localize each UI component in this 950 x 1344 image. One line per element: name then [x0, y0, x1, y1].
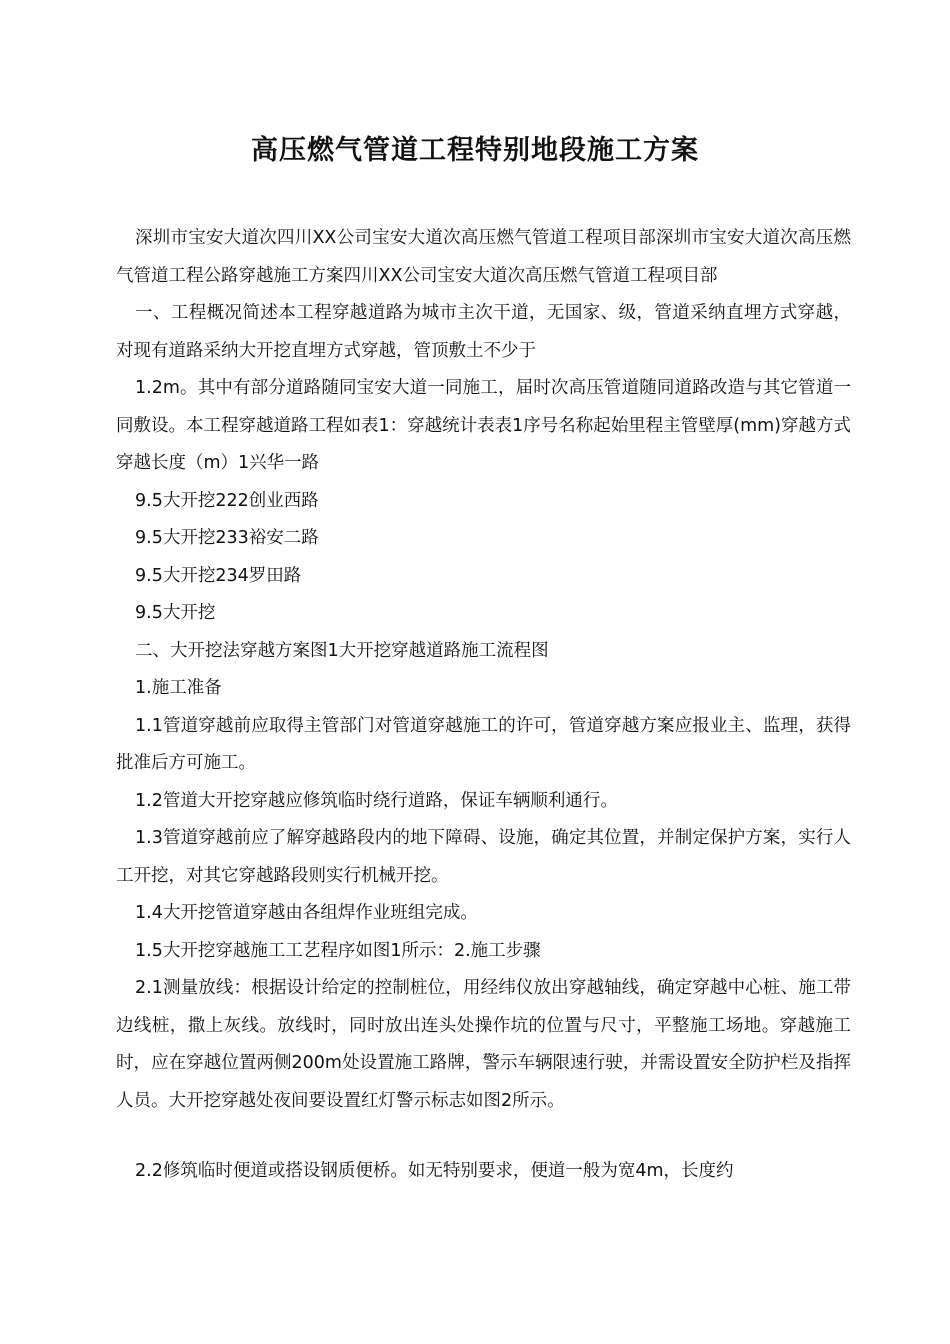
document-title: 高压燃气管道工程特别地段施工方案: [251, 135, 699, 166]
paragraph-2-1: 2.1测量放线：根据设计给定的控制桩位，用经纬仪放出穿越轴线，确定穿越中心桩、施工带边线桩，撒上灰线。放线时，同时放出连头处操作坑的位置与尺寸，平整施工场地。穿越施工时，应在穿越位置两侧200m处设置施工路牌，警示车辆限速行驶，并需设置安全防护栏及指挥人员。大开挖穿越处夜间要设置红灯警示标志如图2所示。: [116, 978, 851, 1111]
paragraph-road-2: 9.5大开挖233裕安二路: [135, 528, 319, 548]
paragraph-road-1: 9.5大开挖222创业西路: [135, 490, 319, 511]
paragraph-1-2: 1.2管道大开挖穿越应修筑临时绕行道路，保证车辆顺利通行。: [135, 790, 618, 811]
paragraph-header: 深圳市宝安大道次四川XX公司宝安大道次高压燃气管道工程项目部深圳市宝安大道次高压燃气管道工程公路穿越施工方案四川XX公司宝安大道次高压燃气管道工程项目部: [116, 228, 851, 286]
section-heading-2: 二、大开挖法穿越方案图1大开挖穿越道路施工流程图: [135, 640, 549, 661]
paragraph-road-3: 9.5大开挖234罗田路: [135, 565, 302, 586]
paragraph-2-2: 2.2修筑临时便道或搭设钢质便桥。如无特别要求，便道一般为宽4m，长度约: [135, 1161, 734, 1181]
paragraph-1-5: 1.5大开挖穿越施工工艺程序如图1所示：2.施工步骤: [135, 940, 541, 961]
paragraph-overview: 一、工程概况简述本工程穿越道路为城市主次干道，无国家、级，管道采纳直埋方式穿越，对现有道路采纳大开挖直埋方式穿越，管顶敷土不少于: [116, 303, 851, 361]
paragraph-1-4: 1.4大开挖管道穿越由各组焊作业班组完成。: [135, 903, 478, 923]
subheading-preparation: 1.施工准备: [135, 678, 222, 698]
paragraph-road-4: 9.5大开挖: [135, 603, 216, 623]
paragraph-overview-cont: 1.2m。其中有部分道路随同宝安大道一同施工，届时次高压管道随同道路改造与其它管道一同敷设。本工程穿越道路工程如表1：穿越统计表表1序号名称起始里程主管壁厚(mm)穿越方式穿越长度（m）1兴华一路: [116, 378, 852, 473]
paragraph-1-3: 1.3管道穿越前应了解穿越路段内的地下障碍、设施，确定其位置，并制定保护方案，实行人工开挖，对其它穿越路段则实行机械开挖。: [116, 828, 851, 886]
document-body: [116, 220, 851, 1191]
paragraph-1-1: 1.1管道穿越前应取得主管部门对管道穿越施工的许可，管道穿越方案应报业主、监理，获得批准后方可施工。: [116, 715, 851, 773]
